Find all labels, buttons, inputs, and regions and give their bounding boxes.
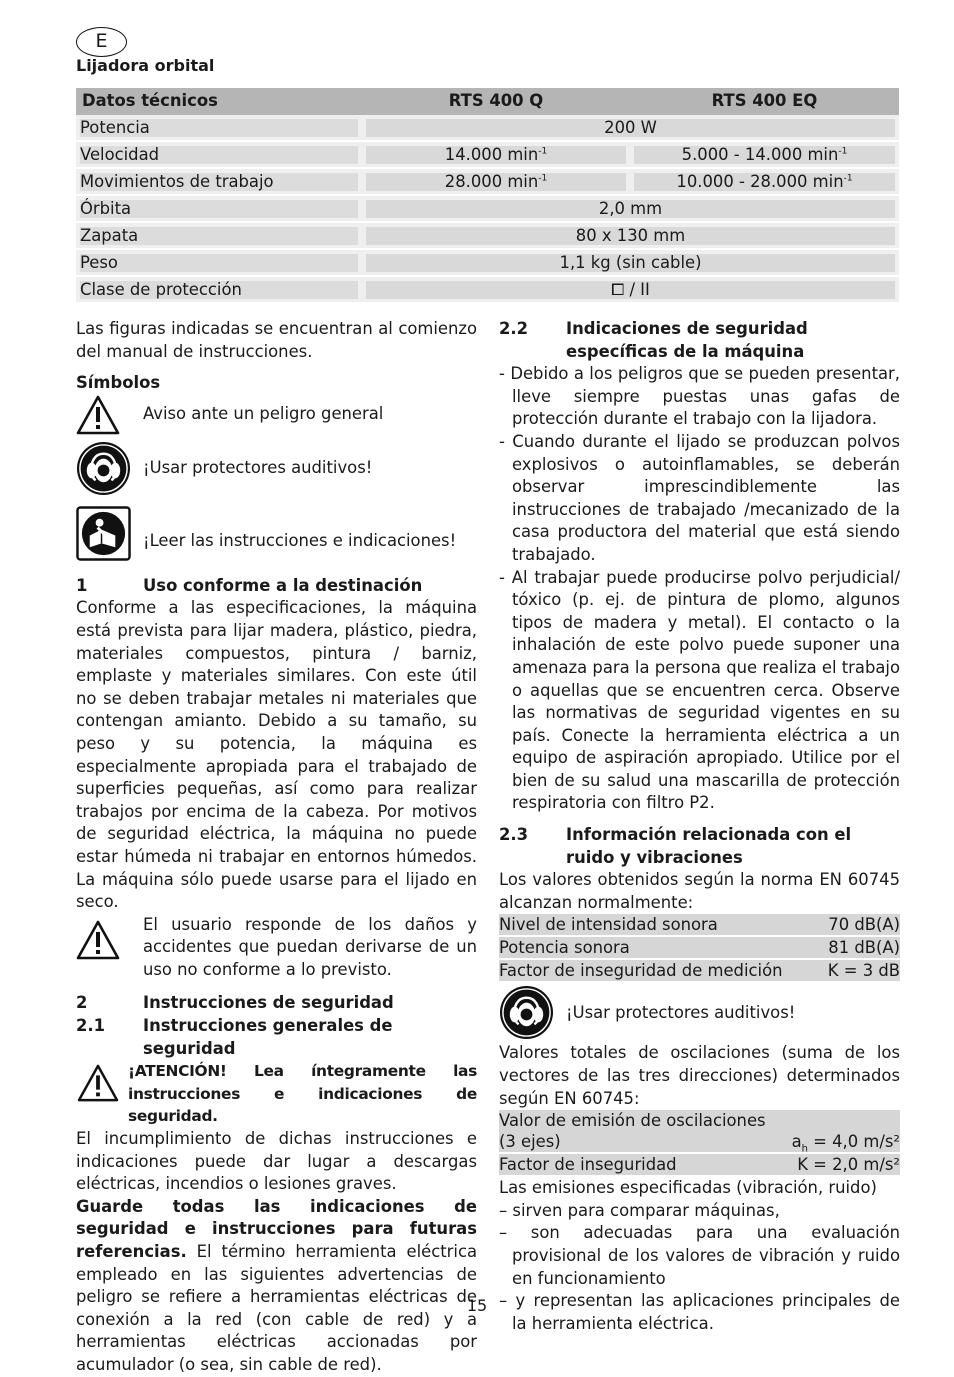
table-row bbox=[76, 223, 899, 250]
attention-text: ¡ATENCIÓN! Lea íntegramente las instrucciones e indicaciones de seguridad. bbox=[128, 1062, 477, 1126]
row-label: Peso bbox=[80, 254, 358, 272]
language-badge: E bbox=[76, 27, 127, 57]
symbol-row bbox=[76, 441, 477, 496]
row-label: Velocidad bbox=[80, 146, 358, 164]
row-label: Zapata bbox=[80, 227, 358, 245]
attention-followup: El incumplimiento de dichas instrucciones e indicaciones puede dar lugar a descargas eléctricas, incendios o lesiones graves. bbox=[76, 1129, 477, 1194]
table-row bbox=[76, 169, 899, 196]
symbol-text: ¡Usar protectores auditivos! bbox=[566, 1002, 796, 1022]
list-item: - Debido a los peligros que se pueden presentar, lleve siempre puestas unas gafas de protección durante el trabajo con la lijadora. bbox=[499, 364, 900, 429]
row-value: 1,1 kg (sin cable) bbox=[366, 254, 895, 272]
read-manual-icon bbox=[76, 506, 131, 561]
symbol-text: ¡Leer las instrucciones e indicaciones! bbox=[143, 530, 457, 550]
table-row bbox=[76, 142, 899, 169]
table-row: Factor de inseguridad K = 2,0 m/s² bbox=[499, 1155, 900, 1175]
section-22-heading: 2.2 Indicaciones de seguridad específicas de la máquina bbox=[499, 319, 808, 361]
symbol-row bbox=[499, 985, 900, 1040]
noise-intro: Los valores obtenidos según la norma EN 60745 alcanzan normalmente: bbox=[499, 870, 900, 912]
table-row bbox=[76, 196, 899, 223]
list-item: - Cuando durante el lijado se produzcan polvos explosivos o autoinflamables, se deberán observar imprescindiblemente las instrucciones de trabajado /mecanizado de la casa productora del material que está siendo trabajado. bbox=[499, 431, 900, 564]
section-1-text: Conforme a las especificaciones, la máquina está prevista para lijar madera, plástico, piedra, materiales compuestos, pintura / barniz, emplaste y materiales similares. Con este útil no se deben trabajar metales ni materiales que contengan amianto. Debido a su tamaño, su peso y su potencia, la máquina es especialmente apropiada para el trabajado de superficies pequeñas, así como para realizar trabajos por encima de la cabeza. Por motivos de seguridad eléctrica, la máquina no puede estar húmeda ni trabajar en entornos húmedos. La máquina sólo puede usarse para el lijado en seco. bbox=[76, 598, 477, 912]
attention-block bbox=[76, 1060, 477, 1128]
warning-triangle-icon bbox=[76, 920, 120, 982]
left-column bbox=[76, 318, 477, 1377]
emissions-text: Las emisiones especificadas (vibración, ruido) bbox=[499, 1178, 877, 1198]
technical-data-table bbox=[76, 88, 899, 304]
list-item: – son adecuadas para una evaluación provisional de los valores de vibración y ruido en funcionamiento bbox=[499, 1223, 900, 1288]
table-row: Factor de inseguridad de medición K = 3 dB bbox=[499, 961, 900, 981]
symbol-text: Aviso ante un peligro general bbox=[143, 404, 384, 424]
row-value: 2,0 mm bbox=[366, 200, 895, 218]
vibration-table bbox=[499, 1110, 900, 1175]
row-value: 200 W bbox=[366, 119, 895, 137]
section-23-heading: 2.3 Información relacionada con el ruido y vibraciones bbox=[499, 825, 852, 867]
table-row bbox=[76, 250, 899, 277]
header-rts400eq: RTS 400 EQ bbox=[630, 88, 899, 115]
keep-instructions-text: Guarde todas las indicaciones de seguridad e instrucciones para futuras referencias. El término herramienta eléctrica empleado en las siguientes advertencias de peligro se refiere a herramientas eléctricas de conexión a la red (con cable de red) y a herramientas eléctricas accionadas por acumulador (o sea, sin cable de red). bbox=[76, 1196, 477, 1374]
row-value-q: 28.000 $\min^{-1}$ bbox=[366, 173, 626, 191]
intro-text: Las figuras indicadas se encuentran al comienzo del manual de instrucciones. bbox=[76, 319, 477, 361]
right-column bbox=[499, 318, 900, 1335]
table-row bbox=[76, 115, 899, 142]
section-2-heading: 2 Instrucciones de seguridad bbox=[76, 993, 394, 1013]
ear-protection-icon bbox=[76, 441, 131, 496]
ear-protection-icon bbox=[499, 985, 554, 1040]
header-rts400q: RTS 400 Q bbox=[362, 88, 630, 115]
table-row: Valor de emisión de oscilaciones bbox=[499, 1110, 900, 1131]
row-label: Potencia bbox=[80, 119, 358, 137]
noise-table bbox=[499, 914, 900, 981]
table-row: (3 ejes) $a_h = 4,0$ m/s² bbox=[499, 1132, 900, 1155]
section-21-heading: 2.1 Instrucciones generales de seguridad bbox=[76, 1016, 393, 1058]
list-item: – sirven para comparar máquinas, bbox=[499, 1200, 780, 1220]
section-1-heading: 1 Uso conforme a la destinación bbox=[76, 575, 423, 595]
table-row: Potencia sonora 81 dB(A) bbox=[499, 938, 900, 958]
symbol-text: ¡Usar protectores auditivos! bbox=[143, 457, 373, 477]
row-label: Movimientos de trabajo bbox=[80, 173, 358, 191]
row-value: 80 x 130 mm bbox=[366, 227, 895, 245]
symbol-row bbox=[76, 395, 477, 435]
header-datos: Datos técnicos bbox=[76, 88, 362, 115]
table-row bbox=[76, 277, 899, 304]
row-value-eq: 10.000 - 28.000 $\min^{-1}$ bbox=[634, 173, 895, 191]
warning-text: El usuario responde de los daños y accidentes que puedan derivarse de un uso no conforme a lo previsto. bbox=[143, 914, 477, 979]
vibration-intro: Valores totales de oscilaciones (suma de los vectores de las tres direcciones) determinados según EN 60745: bbox=[499, 1043, 900, 1108]
list-item: – y representan las aplicaciones principales de la herramienta eléctrica. bbox=[499, 1291, 900, 1333]
row-label: Órbita bbox=[80, 200, 358, 218]
warning-triangle-icon bbox=[76, 1064, 120, 1128]
safety-list bbox=[499, 363, 900, 815]
row-value-eq: 5.000 - 14.000 $\min^{-1}$ bbox=[634, 146, 895, 164]
document-title: Lijadora orbital bbox=[76, 56, 215, 75]
list-item: - Al trabajar puede producirse polvo perjudicial/ tóxico (p. ej. de pintura de plomo, algunos tipos de madera y metal). El contacto o la inhalación de este polvo puede suponer una amenaza para la persona que realiza el trabajo o aquellas que se encuentren cerca. Observe las normativas de seguridad vigentes en su país. Conecte la herramienta eléctrica a un equipo de aspiración apropiado. Utilice por el bien de su salud una mascarilla de protección respiratoria con filtro P2. bbox=[499, 567, 900, 813]
page-number: 15 bbox=[466, 1296, 488, 1315]
warning-note bbox=[76, 914, 477, 982]
symbols-heading: Símbolos bbox=[76, 373, 161, 393]
symbol-row bbox=[76, 506, 477, 561]
warning-triangle-icon bbox=[76, 395, 120, 435]
table-row: Nivel de intensidad sonora 70 dB(A) bbox=[499, 915, 900, 935]
row-label: Clase de protección bbox=[80, 281, 358, 299]
table-header-row bbox=[76, 88, 899, 115]
row-value-q: 14.000 $\min^{-1}$ bbox=[366, 146, 626, 164]
row-value: ⧠ / II bbox=[366, 281, 895, 299]
